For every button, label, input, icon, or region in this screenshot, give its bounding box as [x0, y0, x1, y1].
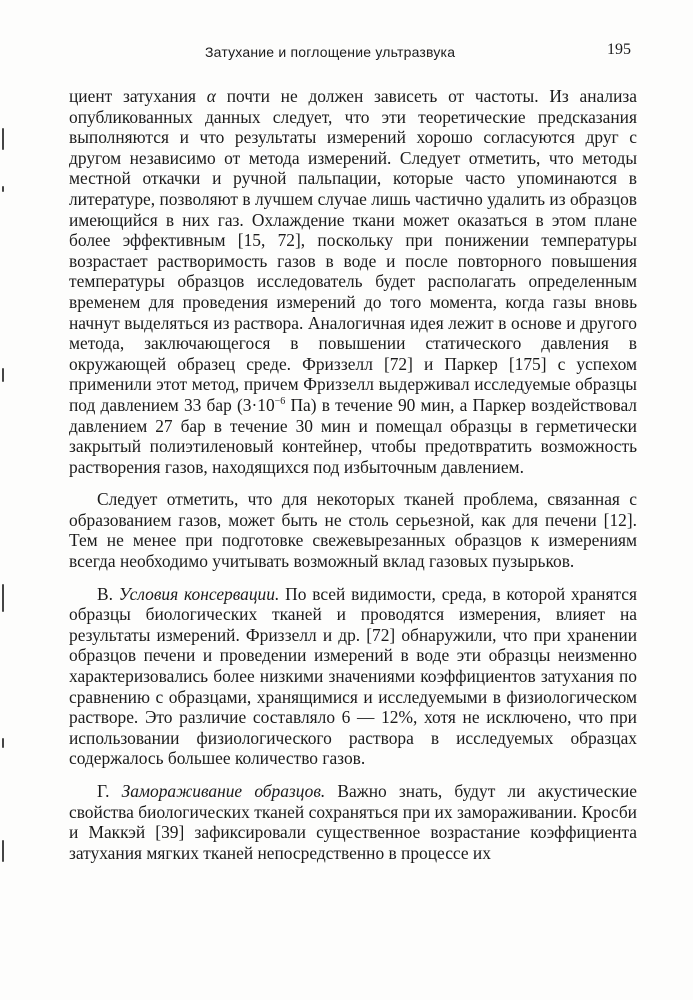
paragraph-1-text-c: Па) в течение 90 мин, а Паркер воздействовал давлением 27 бар в течение 30 мин и помещал образцы в герметически закрытый полиэтиленовый контейнер, чтобы предотвратить возможность растворения газов, находящихся под избыточным давлением. [69, 394, 637, 477]
paragraph-4-text: Важно знать, будут ли акустические свойства биологических тканей сохраняться при их замораживании. Кросби и Маккэй [39] зафиксировали существенное возрастание коэффициента затухания мягких тканей непосредственно в процессе их [69, 781, 637, 863]
section-heading-preservation: Условия консервации. [118, 583, 280, 604]
pressure-exponent: −6 [274, 396, 286, 408]
paragraph-1 [69, 86, 637, 477]
section-heading-freezing: Замораживание образцов. [121, 781, 326, 801]
section-label-g: Г. [97, 781, 122, 801]
paragraph-4 [69, 781, 637, 863]
paragraph-1-text-a: циент затухания [69, 86, 207, 106]
scan-edge-marks [0, 0, 12, 1000]
paragraph-3-text: По всей видимости, среда, в которой хранятся образцы биологических тканей и проводятся измерения, влияет на результаты измерений. Фриззелл и др. [72] обнаружили, что при хранении образцов печени и проведении измерений в воде эти образцы неизменно характеризовались более низкими значениями коэффициентов затухания по сравнению с образцами, хранящимися и исследуемыми в физиологическом растворе. Это различие составляло 6 — 12%, хотя не исключено, что при использовании физиологического раствора в исследуемых образцах содержалось большее количество газов. [69, 583, 637, 769]
paragraph-3 [69, 584, 637, 769]
running-header: Затухание и поглощение ультразвука [205, 44, 456, 60]
page-number: 195 [607, 41, 631, 58]
alpha-symbol: α [206, 86, 216, 106]
paragraph-2: Следует отметить, что для некоторых тканей проблема, связанная с образованием газов, может быть не столь серьезной, как для печени [12]. Тем не менее при подготовке свежевырезанных образцов к измерениям всегда необходимо учитывать возможный вклад газовых пузырьков. [69, 489, 637, 572]
paragraph-1-text-b: почти не должен зависеть от частоты. Из анализа опубликованных данных следует, что эти теоретические предсказания выполняются и что результаты измерений хорошо согласуются друг с другом независимо от метода измерений. Следует отметить, что методы местной откачки и ручной пальпации, которые часто упоминаются в литературе, позволяют в лучшем случае лишь частично удалить из образцов имеющийся в них газ. Охлаждение ткани может оказаться в этом плане более эффективным [15, 72], поскольку при понижении температуры возрастает растворимость газов в воде и после повторного повышения температуры образцов исследователь будет располагать определенным временем для проведения измерений до того момента, когда газы вновь начнут выделяться из раствора. Аналогичная идея лежит в основе и другого метода, заключающегося в повышении статического давления в окружающей образец среде. Фриззелл [72] и Паркер [175] с успехом применили этот метод, причем Фриззелл выдерживал исследуемые образцы под давлением 33 бар (3·10 [69, 86, 637, 415]
body-text [69, 86, 637, 863]
section-label-v: В. [97, 583, 119, 604]
